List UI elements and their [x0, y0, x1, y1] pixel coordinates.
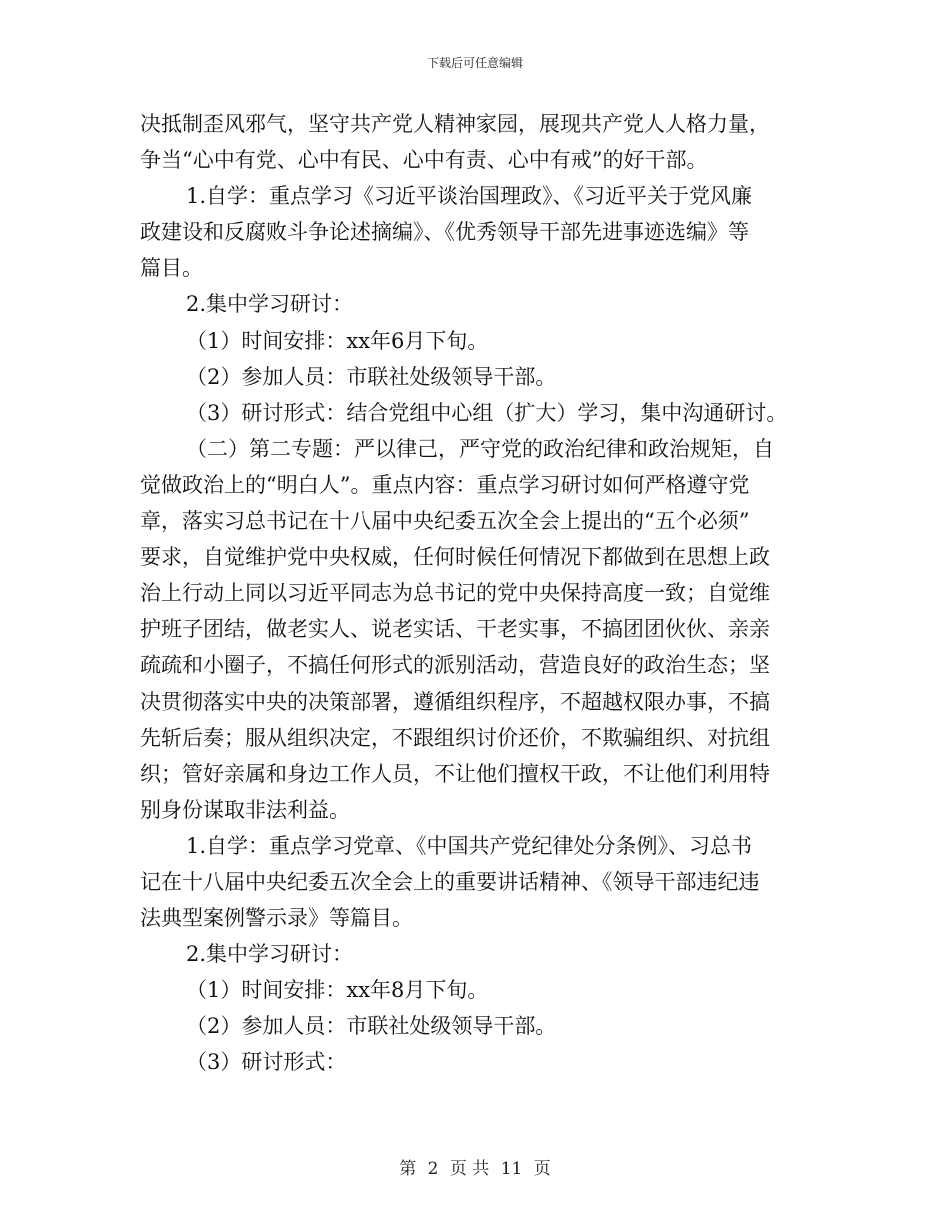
text-line: 觉做政治上的“明白人”。重点内容：重点学习研讨如何严格遵守党: [140, 472, 750, 497]
footer-total-pages: 11: [500, 1159, 523, 1179]
text-line: （1）时间安排：xx年6月下旬。: [186, 328, 489, 353]
footer-page-number: 2: [427, 1159, 439, 1179]
text-line: 别身份谋取非法利益。: [140, 797, 350, 822]
text-line: 先斩后奏；服从组织决定，不跟组织讨价还价，不欺骗组织、对抗组: [140, 725, 770, 750]
text-line: 记在十八届中央纪委五次全会上的重要讲话精神、《领导干部违纪违: [140, 869, 760, 894]
page-footer: [0, 1154, 950, 1179]
text-line: （3）研讨形式：结合党组中心组（扩大）学习，集中沟通研讨。: [186, 400, 788, 425]
footer-prefix: 第: [399, 1159, 417, 1179]
text-line: 决贯彻落实中央的决策部署，遵循组织程序，不超越权限办事，不搞: [140, 689, 770, 714]
text-line: 政建设和反腐败斗争论述摘编》、《优秀领导干部先进事迹选编》等: [140, 220, 749, 245]
text-line: 篇目。: [140, 256, 203, 281]
text-line: 1.自学：重点学习《习近平谈治国理政》、《习近平关于党风廉: [186, 184, 753, 209]
text-line: 2.集中学习研讨：: [186, 942, 354, 967]
document-body: [140, 106, 808, 1081]
text-line: 2.集中学习研讨：: [186, 292, 354, 317]
text-line: 要求，自觉维护党中央权威，任何时候任何情况下都做到在思想上政: [140, 545, 770, 570]
footer-middle: 页 共: [449, 1159, 490, 1179]
text-line: （2）参加人员：市联社处级领导干部。: [186, 364, 557, 389]
text-line: 护班子团结，做老实人、说老实话、干老实事，不搞团团伙伙、亲亲: [140, 617, 770, 642]
text-line: （二）第二专题：严以律己，严守党的政治纪律和政治规矩，自: [186, 436, 774, 461]
footer-suffix: 页: [533, 1159, 551, 1179]
text-line: 决抵制歪风邪气，坚守共产党人精神家园，展现共产党人人格力量，: [140, 112, 770, 136]
text-line: 疏疏和小圈子，不搞任何形式的派别活动，营造良好的政治生态；坚: [140, 653, 770, 678]
text-line: 治上行动上同以习近平同志为总书记的党中央保持高度一致；自觉维: [140, 581, 770, 606]
text-line: 法典型案例警示录》等篇目。: [140, 906, 413, 931]
text-line: 织；管好亲属和身边工作人员，不让他们擅权干政，不让他们利用特: [140, 761, 770, 786]
text-line: （3）研讨形式：: [186, 1050, 347, 1075]
text-line: （1）时间安排：xx年8月下旬。: [186, 978, 489, 1003]
text-line: 章，落实习总书记在十八届中央纪委五次全会上提出的“五个必须”: [140, 509, 750, 534]
text-line: 争当“心中有党、心中有民、心中有责、心中有戒”的好干部。: [140, 148, 708, 173]
text-line: （2）参加人员：市联社处级领导干部。: [186, 1014, 557, 1039]
text-line: 1.自学：重点学习党章、《中国共产党纪律处分条例》、习总书: [186, 833, 753, 858]
page-header: 下载后可任意编辑: [426, 56, 523, 70]
